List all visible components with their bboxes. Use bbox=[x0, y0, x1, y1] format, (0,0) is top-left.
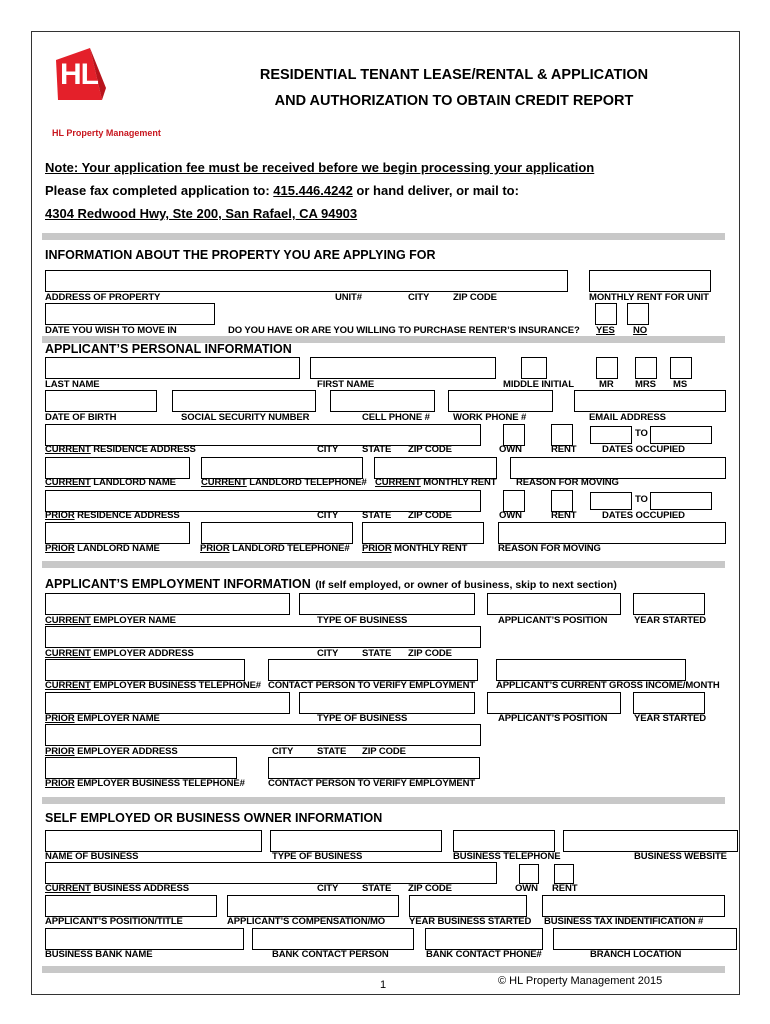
year-business-started-input[interactable] bbox=[409, 895, 527, 917]
business-website-label: BUSINESS WEBSITE bbox=[634, 851, 727, 862]
position-title-input[interactable] bbox=[45, 895, 217, 917]
employer-tel-text: EMPLOYER BUSINESS TELEPHONE# bbox=[90, 680, 261, 691]
dates-occupied-label: DATES OCCUPIED bbox=[602, 444, 685, 455]
fax-number: 415.446.4242 bbox=[273, 183, 353, 198]
section-personal-heading: APPLICANT’S PERSONAL INFORMATION bbox=[45, 342, 292, 356]
current-residence-input[interactable] bbox=[45, 424, 481, 446]
rent-label: RENT bbox=[552, 883, 578, 894]
residence-address-text: RESIDENCE ADDRESS bbox=[74, 510, 180, 521]
prior-date-from-input[interactable] bbox=[590, 492, 632, 510]
business-website-input[interactable] bbox=[563, 830, 738, 852]
current-date-to-input[interactable] bbox=[650, 426, 712, 444]
monthly-rent-text: MONTHLY RENT bbox=[420, 477, 497, 488]
prior-year-started-input[interactable] bbox=[633, 692, 705, 714]
current-business-address-label bbox=[45, 883, 189, 894]
prior-monthly-rent-label bbox=[362, 543, 467, 554]
unit-label: UNIT# bbox=[335, 292, 362, 303]
business-rent-checkbox[interactable] bbox=[554, 864, 574, 884]
section-employment-heading bbox=[45, 575, 617, 593]
branch-location-input[interactable] bbox=[553, 928, 737, 950]
section-self-heading: SELF EMPLOYED OR BUSINESS OWNER INFORMATION bbox=[45, 811, 383, 825]
prior-landlord-name-label bbox=[45, 543, 160, 554]
middle-initial-input[interactable] bbox=[521, 357, 547, 379]
note-line: Note: Your application fee must be received before we begin processing your application bbox=[45, 160, 595, 175]
reason-moving-label: REASON FOR MOVING bbox=[498, 543, 601, 554]
current-landlord-tel-input[interactable] bbox=[201, 457, 363, 479]
residence-address-text: RESIDENCE ADDRESS bbox=[90, 444, 196, 455]
fax-prefix: Please fax completed application to: bbox=[45, 183, 274, 198]
footer-divider bbox=[42, 966, 725, 973]
page-number: 1 bbox=[380, 979, 387, 991]
fax-line bbox=[45, 183, 519, 198]
employment-heading-note: (If self employed, or owner of business, skip to next section) bbox=[315, 579, 617, 591]
current-word: CURRENT bbox=[45, 680, 91, 691]
zip-label: ZIP CODE bbox=[362, 746, 406, 757]
ssn-input[interactable] bbox=[172, 390, 316, 412]
applicant-position-label: APPLICANT’S POSITION bbox=[498, 615, 608, 626]
position-title-label: APPLICANT’S POSITION/TITLE bbox=[45, 916, 183, 927]
prior-landlord-tel-input[interactable] bbox=[201, 522, 353, 544]
year-started-label: YEAR STARTED bbox=[634, 615, 706, 626]
dates-occupied-label: DATES OCCUPIED bbox=[602, 510, 685, 521]
current-word: CURRENT bbox=[45, 648, 91, 659]
current-employer-name-input[interactable] bbox=[45, 593, 290, 615]
move-in-label: DATE YOU WISH TO MOVE IN bbox=[45, 325, 177, 336]
business-name-label: NAME OF BUSINESS bbox=[45, 851, 139, 862]
prior-own-checkbox[interactable] bbox=[503, 490, 525, 512]
state-label: STATE bbox=[317, 746, 347, 757]
prior-word: PRIOR bbox=[45, 746, 75, 757]
compensation-label: APPLICANT’S COMPENSATION/MO bbox=[227, 916, 386, 927]
contact-person-label: CONTACT PERSON TO VERIFY EMPLOYMENT bbox=[268, 778, 476, 789]
current-employer-address-label bbox=[45, 648, 194, 659]
year-started-label: YEAR STARTED bbox=[634, 713, 706, 724]
page-title: RESIDENTIAL TENANT LEASE/RENTAL & APPLICATION bbox=[259, 67, 649, 83]
move-in-date-input[interactable] bbox=[45, 303, 215, 325]
monthly-rent-text: MONTHLY RENT bbox=[391, 543, 468, 554]
current-employer-tel-label bbox=[45, 680, 261, 691]
last-name-input[interactable] bbox=[45, 357, 300, 379]
city-label: CITY bbox=[272, 746, 294, 757]
type-business-input[interactable] bbox=[299, 593, 475, 615]
business-address-text: BUSINESS ADDRESS bbox=[90, 883, 189, 894]
employer-tel-text: EMPLOYER BUSINESS TELEPHONE# bbox=[74, 778, 245, 789]
yes-label: YES bbox=[596, 325, 615, 336]
city-label: CITY bbox=[317, 883, 339, 894]
ms-label: MS bbox=[673, 379, 688, 390]
monthly-rent-label: MONTHLY RENT FOR UNIT bbox=[589, 292, 709, 303]
current-word: CURRENT bbox=[45, 615, 91, 626]
insurance-yes-checkbox[interactable] bbox=[595, 303, 617, 325]
bank-contact-label: BANK CONTACT PERSON bbox=[272, 949, 389, 960]
current-date-from-input[interactable] bbox=[590, 426, 632, 444]
mrs-label: MRS bbox=[635, 379, 656, 390]
prior-landlord-tel-label bbox=[200, 543, 350, 554]
email-label: EMAIL ADDRESS bbox=[589, 412, 666, 423]
logo-text: HL bbox=[60, 58, 98, 91]
mr-checkbox[interactable] bbox=[596, 357, 618, 379]
prior-type-business-input[interactable] bbox=[299, 692, 475, 714]
mrs-checkbox[interactable] bbox=[635, 357, 657, 379]
current-employer-tel-input[interactable] bbox=[45, 659, 245, 681]
cell-phone-label: CELL PHONE # bbox=[362, 412, 430, 423]
type-business-label: TYPE OF BUSINESS bbox=[317, 615, 408, 626]
type-business-label: TYPE OF BUSINESS bbox=[317, 713, 408, 724]
type-business-label: TYPE OF BUSINESS bbox=[272, 851, 363, 862]
current-word: CURRENT bbox=[45, 883, 91, 894]
page-subtitle: AND AUTHORIZATION TO OBTAIN CREDIT REPORT bbox=[274, 93, 634, 109]
mail-address: 4304 Redwood Hwy, Ste 200, San Rafael, CA 94903 bbox=[45, 206, 358, 221]
prior-employer-name-input[interactable] bbox=[45, 692, 290, 714]
prior-date-to-input[interactable] bbox=[650, 492, 712, 510]
rent-label: RENT bbox=[551, 510, 577, 521]
current-word: CURRENT bbox=[201, 477, 247, 488]
prior-employer-tel-label bbox=[45, 778, 245, 789]
prior-employer-name-label bbox=[45, 713, 160, 724]
to-label: TO bbox=[635, 494, 648, 505]
own-label: OWN bbox=[515, 883, 538, 894]
landlord-tel-text: LANDLORD TELEPHONE# bbox=[246, 477, 367, 488]
dob-input[interactable] bbox=[45, 390, 157, 412]
current-landlord-name-label bbox=[45, 477, 176, 488]
fax-suffix: or hand deliver, or mail to: bbox=[352, 183, 519, 198]
email-input[interactable] bbox=[574, 390, 726, 412]
section-property-heading: INFORMATION ABOUT THE PROPERTY YOU ARE APPLYING FOR bbox=[45, 248, 436, 262]
tax-id-label: BUSINESS TAX INDENTIFICATION # bbox=[544, 916, 704, 927]
business-name-input[interactable] bbox=[45, 830, 262, 852]
reason-moving-label: REASON FOR MOVING bbox=[516, 477, 619, 488]
no-label: NO bbox=[633, 325, 648, 336]
section-divider bbox=[42, 561, 725, 568]
zip-label: ZIP CODE bbox=[408, 883, 452, 894]
gross-income-label: APPLICANT’S CURRENT GROSS INCOME/MONTH bbox=[496, 680, 720, 691]
zip-label: ZIP CODE bbox=[453, 292, 497, 303]
prior-rent-checkbox[interactable] bbox=[551, 490, 573, 512]
insurance-no-checkbox[interactable] bbox=[627, 303, 649, 325]
city-label: CITY bbox=[317, 648, 339, 659]
zip-label: ZIP CODE bbox=[408, 444, 452, 455]
employment-heading-text: APPLICANT’S EMPLOYMENT INFORMATION bbox=[45, 577, 311, 591]
current-monthly-rent-label bbox=[375, 477, 497, 488]
own-label: OWN bbox=[499, 510, 522, 521]
section-divider bbox=[42, 233, 725, 240]
current-landlord-name-input[interactable] bbox=[45, 457, 190, 479]
dob-label: DATE OF BIRTH bbox=[45, 412, 117, 423]
current-monthly-rent-input[interactable] bbox=[374, 457, 497, 479]
current-word: CURRENT bbox=[45, 444, 91, 455]
business-telephone-input[interactable] bbox=[453, 830, 555, 852]
prior-employer-address-input[interactable] bbox=[45, 724, 481, 746]
branch-location-label: BRANCH LOCATION bbox=[590, 949, 682, 960]
rent-label: RENT bbox=[551, 444, 577, 455]
landlord-name-text: LANDLORD NAME bbox=[90, 477, 176, 488]
ms-checkbox[interactable] bbox=[670, 357, 692, 379]
city-label: CITY bbox=[317, 444, 339, 455]
mr-label: MR bbox=[599, 379, 614, 390]
prior-word: PRIOR bbox=[45, 543, 75, 554]
bank-contact-input[interactable] bbox=[252, 928, 414, 950]
bank-name-label: BUSINESS BANK NAME bbox=[45, 949, 153, 960]
section-divider bbox=[42, 797, 725, 804]
current-rent-checkbox[interactable] bbox=[551, 424, 573, 446]
applicant-position-label: APPLICANT’S POSITION bbox=[498, 713, 608, 724]
state-label: STATE bbox=[362, 648, 392, 659]
year-started-input[interactable] bbox=[633, 593, 705, 615]
prior-word: PRIOR bbox=[45, 510, 75, 521]
prior-position-input[interactable] bbox=[487, 692, 621, 714]
work-phone-label: WORK PHONE # bbox=[453, 412, 527, 423]
last-name-label: LAST NAME bbox=[45, 379, 100, 390]
business-telephone-label: BUSINESS TELEPHONE bbox=[453, 851, 561, 862]
current-residence-label bbox=[45, 444, 196, 455]
prior-word: PRIOR bbox=[45, 713, 75, 724]
employer-address-text: EMPLOYER ADDRESS bbox=[90, 648, 194, 659]
year-business-started-label: YEAR BUSINESS STARTED bbox=[409, 916, 532, 927]
self-type-business-input[interactable] bbox=[270, 830, 442, 852]
current-employer-address-input[interactable] bbox=[45, 626, 481, 648]
company-name: HL Property Management bbox=[52, 128, 161, 138]
city-label: CITY bbox=[317, 510, 339, 521]
prior-word: PRIOR bbox=[45, 778, 75, 789]
tax-id-input[interactable] bbox=[542, 895, 725, 917]
current-reason-moving-input[interactable] bbox=[510, 457, 726, 479]
current-own-checkbox[interactable] bbox=[503, 424, 525, 446]
employer-name-text: EMPLOYER NAME bbox=[74, 713, 160, 724]
zip-label: ZIP CODE bbox=[408, 648, 452, 659]
current-employer-name-label bbox=[45, 615, 176, 626]
employer-name-text: EMPLOYER NAME bbox=[90, 615, 176, 626]
prior-residence-label bbox=[45, 510, 180, 521]
prior-word: PRIOR bbox=[362, 543, 392, 554]
work-phone-input[interactable] bbox=[448, 390, 553, 412]
bank-phone-label: BANK CONTACT PHONE# bbox=[426, 949, 542, 960]
first-name-input[interactable] bbox=[310, 357, 496, 379]
current-word: CURRENT bbox=[45, 477, 91, 488]
gross-income-input[interactable] bbox=[496, 659, 686, 681]
current-word: CURRENT bbox=[375, 477, 421, 488]
landlord-tel-text: LANDLORD TELEPHONE# bbox=[229, 543, 350, 554]
current-business-address-input[interactable] bbox=[45, 862, 497, 884]
to-label: TO bbox=[635, 428, 648, 439]
cell-phone-input[interactable] bbox=[330, 390, 435, 412]
prior-contact-person-input[interactable] bbox=[268, 757, 480, 779]
prior-employer-address-label bbox=[45, 746, 178, 757]
address-of-property-input[interactable] bbox=[45, 270, 568, 292]
first-name-label: FIRST NAME bbox=[317, 379, 375, 390]
contact-person-label: CONTACT PERSON TO VERIFY EMPLOYMENT bbox=[268, 680, 476, 691]
prior-reason-moving-input[interactable] bbox=[498, 522, 726, 544]
middle-initial-label: MIDDLE INITIAL bbox=[503, 379, 574, 390]
state-label: STATE bbox=[362, 444, 392, 455]
logo bbox=[50, 44, 161, 140]
state-label: STATE bbox=[362, 510, 392, 521]
zip-label: ZIP CODE bbox=[408, 510, 452, 521]
landlord-name-text: LANDLORD NAME bbox=[74, 543, 160, 554]
city-label: CITY bbox=[408, 292, 430, 303]
prior-residence-input[interactable] bbox=[45, 490, 481, 512]
current-landlord-tel-label bbox=[201, 477, 367, 488]
own-label: OWN bbox=[499, 444, 522, 455]
compensation-input[interactable] bbox=[227, 895, 399, 917]
prior-landlord-name-input[interactable] bbox=[45, 522, 190, 544]
contact-person-input[interactable] bbox=[268, 659, 478, 681]
bank-phone-input[interactable] bbox=[425, 928, 543, 950]
bank-name-input[interactable] bbox=[45, 928, 244, 950]
employer-address-text: EMPLOYER ADDRESS bbox=[74, 746, 178, 757]
business-own-checkbox[interactable] bbox=[519, 864, 539, 884]
applicant-position-input[interactable] bbox=[487, 593, 621, 615]
prior-word: PRIOR bbox=[200, 543, 230, 554]
prior-employer-tel-input[interactable] bbox=[45, 757, 237, 779]
insurance-label: DO YOU HAVE OR ARE YOU WILLING TO PURCHASE RENTER’S INSURANCE? bbox=[228, 325, 580, 336]
state-label: STATE bbox=[362, 883, 392, 894]
ssn-label: SOCIAL SECURITY NUMBER bbox=[181, 412, 310, 423]
prior-monthly-rent-input[interactable] bbox=[362, 522, 484, 544]
address-of-property-label: ADDRESS OF PROPERTY bbox=[45, 292, 161, 303]
monthly-rent-input[interactable] bbox=[589, 270, 711, 292]
copyright: © HL Property Management 2015 bbox=[498, 975, 663, 987]
